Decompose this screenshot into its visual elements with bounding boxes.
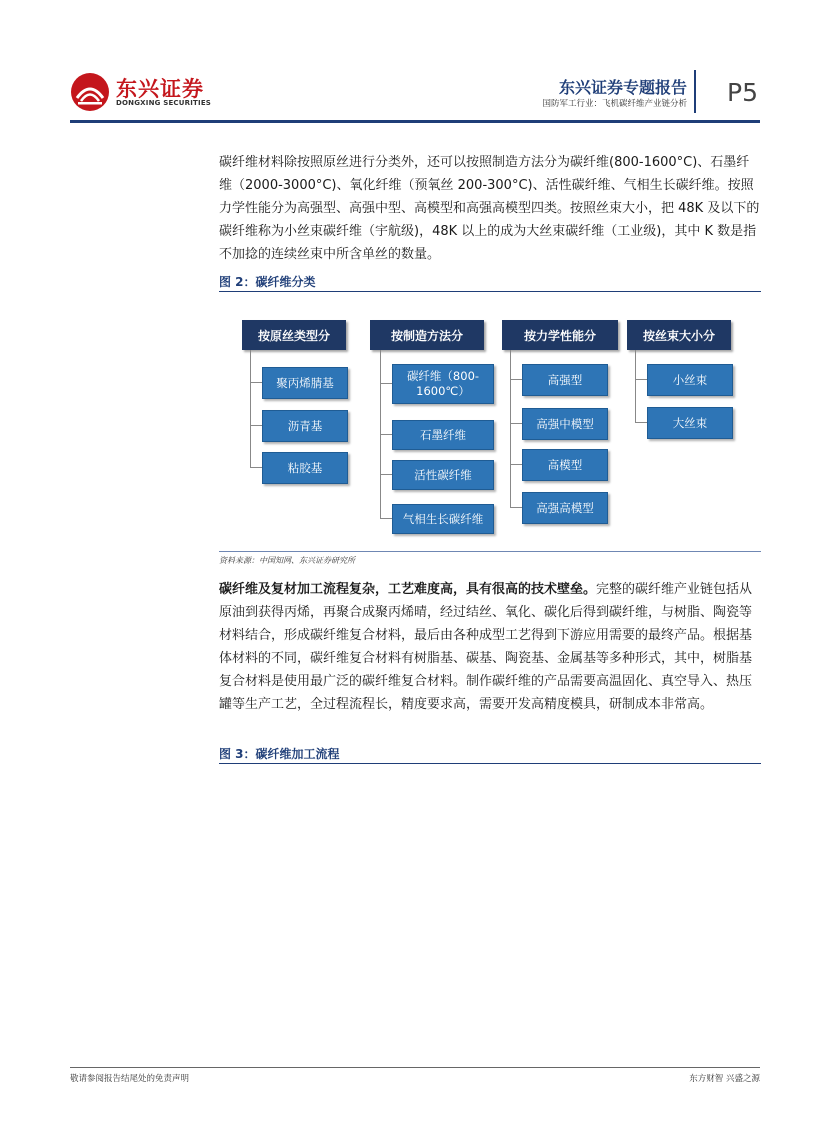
footer-slogan: 东方财智 兴盛之源	[689, 1074, 760, 1084]
diagram-connector	[635, 350, 636, 422]
diagram-connector	[250, 425, 262, 426]
carbon-fiber-classification-diagram	[232, 300, 744, 540]
diagram-item: 石墨纤维	[392, 420, 494, 450]
diagram-item: 高强高模型	[522, 492, 608, 524]
diagram-item: 大丝束	[647, 407, 733, 439]
diagram-connector	[510, 423, 522, 424]
diagram-connector	[380, 518, 392, 519]
logo-name-en: DONGXING SECURITIES	[116, 99, 212, 107]
paragraph-process-body: 完整的碳纤维产业链包括从原油到获得丙烯，再聚合成聚丙烯晴，经过结丝、氧化、碳化后得到碳纤维，与树脂、陶瓷等材料结合，形成碳纤维复合材料，最后由各种成型工艺得到下游应用需要的最终产品。根据基体材料的不同，碳纤维复合材料有树脂基、碳基、陶瓷基、金属基等多种形式，其中，树脂基复合材料是使用最广泛的碳纤维复合材料。制作碳纤维的产品需要高温固化、真空导入、热压罐等生产工艺，全过程流程长，精度要求高，需要开发高精度模具，研制成本非常高。	[219, 582, 753, 712]
diagram-item: 活性碳纤维	[392, 460, 494, 490]
paragraph-process	[219, 578, 761, 716]
diagram-item: 粘胶基	[262, 452, 348, 484]
disclaimer-note: 敬请参阅报告结尾处的免责声明	[70, 1074, 190, 1084]
diagram-category-2: 按制造方法分	[370, 320, 484, 350]
diagram-item: 高强中模型	[522, 408, 608, 440]
diagram-category-3: 按力学性能分	[502, 320, 618, 350]
diagram-item: 小丝束	[647, 364, 733, 396]
logo-name-cn: 东兴证券	[116, 77, 204, 101]
diagram-connector	[380, 383, 392, 384]
diagram-connector	[635, 379, 647, 380]
figure-2-source: 资料来源：中国知网、东兴证券研究所	[219, 556, 355, 565]
diagram-connector	[380, 434, 392, 435]
diagram-connector	[510, 464, 522, 465]
diagram-connector	[250, 467, 262, 468]
diagram-connector	[510, 379, 522, 380]
diagram-category-1: 按原丝类型分	[242, 320, 346, 350]
figure-2-rule	[219, 291, 761, 292]
paragraph-process-lead: 碳纤维及复材加工流程复杂，工艺难度高，具有很高的技术壁垒。	[219, 582, 597, 597]
report-title: 东兴证券专题报告	[558, 78, 687, 97]
logo-icon	[70, 72, 110, 112]
page-number: P5	[727, 78, 758, 107]
source-rule	[219, 551, 761, 552]
header-divider	[694, 70, 696, 113]
diagram-category-4: 按丝束大小分	[627, 320, 731, 350]
diagram-connector	[635, 422, 647, 423]
diagram-item: 沥青基	[262, 410, 348, 442]
header-rule	[70, 120, 760, 123]
report-subtitle: 国防军工行业：飞机碳纤维产业链分析	[542, 99, 687, 109]
diagram-item: 高模型	[522, 449, 608, 481]
footer-rule	[70, 1067, 760, 1068]
figure-2-title: 图 2：碳纤维分类	[219, 275, 316, 289]
figure-3-rule	[219, 763, 761, 764]
diagram-item: 碳纤维（800-1600℃）	[392, 364, 494, 404]
diagram-item: 聚丙烯腈基	[262, 367, 348, 399]
diagram-item: 高强型	[522, 364, 608, 396]
diagram-connector	[510, 350, 511, 507]
figure-3-title: 图 3：碳纤维加工流程	[219, 747, 340, 761]
diagram-connector	[510, 507, 522, 508]
diagram-connector	[380, 474, 392, 475]
diagram-item: 气相生长碳纤维	[392, 504, 494, 534]
diagram-connector	[250, 350, 251, 467]
diagram-connector	[250, 382, 262, 383]
paragraph-classification: 碳纤维材料除按照原丝进行分类外，还可以按照制造方法分为碳纤维(800-1600°C)、石墨纤维（2000-3000°C)、氧化纤维（预氧丝 200-300°C)、活性碳纤维、气相生长碳纤维。按照力学性能分为高强型、高强中型、高模型和高强高模型四类。按照丝束大小，把 48K 及以下的碳纤维称为小丝束碳纤维（宇航级)，48K 以上的成为大丝束碳纤维（工业级)，其中 K 数是指不加捻的连续丝束中所含单丝的数量。	[219, 155, 760, 262]
